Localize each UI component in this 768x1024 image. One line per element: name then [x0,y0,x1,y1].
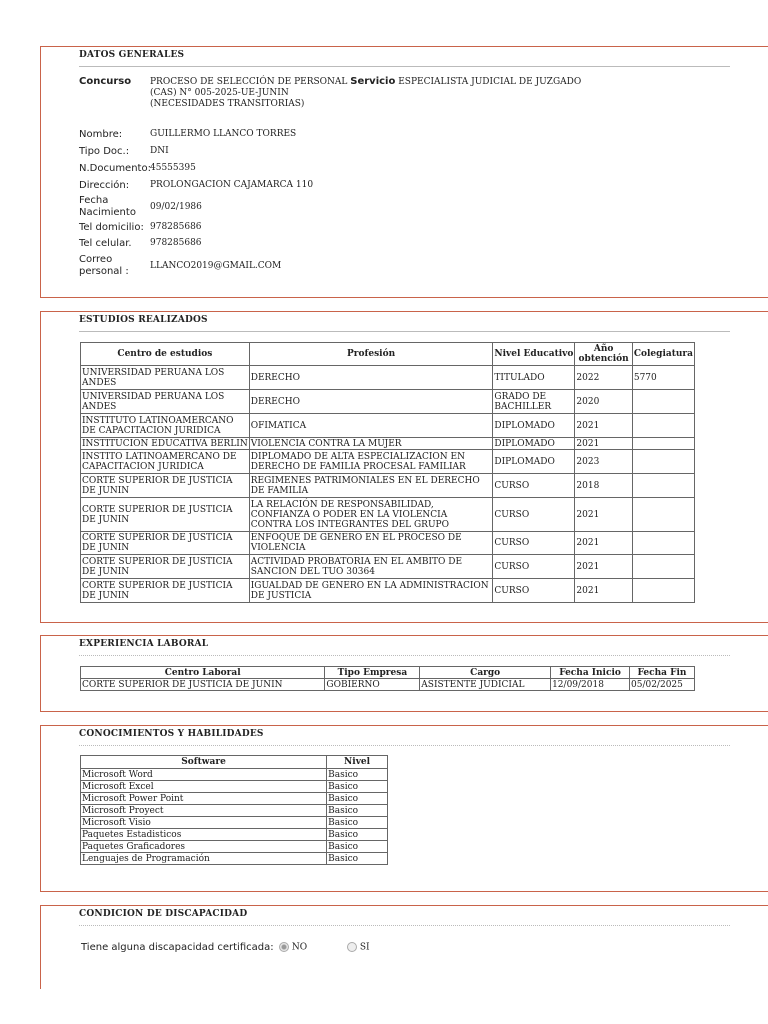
field-value-tel-celular: 978285686 [150,238,202,248]
cell: DERECHO [249,390,493,414]
cell: 5770 [632,366,694,390]
cell: IGUALDAD DE GENERO EN LA ADMINISTRACION DE JUSTICIA [249,579,493,603]
cell: CURSO [493,474,575,498]
skills-panel [40,725,768,892]
cell: DIPLOMADO [493,414,575,438]
field-value-nombre: GUILLERMO LLANCO TORRES [150,129,297,139]
cell: CURSO [493,532,575,555]
cell: CORTE SUPERIOR DE JUSTICIA DE JUNIN [81,532,250,555]
cell [632,450,694,474]
cell: Paquetes Estadisticos [81,829,327,841]
col-header: Cargo [420,667,551,679]
radio-no[interactable] [279,942,307,953]
table-row [81,853,388,865]
radio-no-label: NO [291,942,308,953]
divider [79,655,730,656]
cell: Basico [327,829,388,841]
cell: 2021 [575,498,632,532]
cell: 2018 [575,474,632,498]
col-header: Centro Laboral [81,667,325,679]
radio-checked-icon[interactable] [279,942,289,952]
skills-title: CONOCIMIENTOS Y HABILIDADES [79,729,264,739]
cell: Microsoft Visio [81,817,327,829]
cell: LA RELACIÓN DE RESPONSABILIDAD, CONFIANZA O PODER EN LA VIOLENCIA CONTRA LOS INTEGRANTES DEL GRUPO [249,498,493,532]
cell: 2021 [575,532,632,555]
cell: ASISTENTE JUDICIAL [420,679,551,691]
divider [79,66,730,67]
cell [632,579,694,603]
concurso-label: Concurso [79,76,132,87]
concurso-line1a: PROCESO DE SELECCIÓN DE PERSONAL [150,77,348,87]
field-label-nombre: Nombre: [79,129,123,140]
cell: UNIVERSIDAD PERUANA LOS ANDES [81,390,250,414]
col-header: Nivel Educativo [493,343,575,366]
table-row [81,532,695,555]
table-row [81,769,388,781]
divider [79,331,730,332]
table-row [81,793,388,805]
table-row [81,817,388,829]
cell: CURSO [493,555,575,579]
field-label-tel-domicilio: Tel domicilio: [79,222,144,233]
experience-title: EXPERIENCIA LABORAL [79,639,209,649]
cell: INSTITUCION EDUCATIVA BERLIN [82,438,248,449]
table-row [81,841,388,853]
table-row [81,679,695,691]
cell: CORTE SUPERIOR DE JUSTICIA DE JUNIN [81,498,250,532]
table-row [81,555,695,579]
cell: Basico [327,793,388,805]
col-header: Software [81,756,327,769]
field-value-tel-domicilio: 978285686 [150,222,202,232]
cell: Basico [327,805,388,817]
cell: 05/02/2025 [630,679,695,691]
cell: Basico [327,769,388,781]
table-row [81,829,388,841]
cell [632,414,694,438]
table-row [81,474,695,498]
table-row [81,805,388,817]
disability-title: CONDICION DE DISCAPACIDAD [79,909,248,919]
table-row [81,450,695,474]
field-label-direccion: Dirección: [79,180,130,191]
col-header: Fecha Inicio [551,667,630,679]
field-value-direccion: PROLONGACION CAJAMARCA 110 [150,180,314,190]
concurso-line2: (CAS) N° 005-2025-UE-JUNIN [150,88,289,98]
cell: Microsoft Word [81,769,327,781]
cell: VIOLENCIA CONTRA LA MUJER [249,438,493,450]
table-row [81,390,695,414]
cell: 2021 [575,579,632,603]
cell: CORTE SUPERIOR DE JUSTICIA DE JUNIN [81,579,250,603]
cell: CORTE SUPERIOR DE JUSTICIA DE JUNIN [81,555,250,579]
cell: ENFOQUE DE GENERO EN EL PROCESO DE VIOLENCIA [249,532,493,555]
col-header: Fecha Fin [630,667,695,679]
disability-question: Tiene alguna discapacidad certificada: [81,942,274,953]
cell: DIPLOMADO [493,438,575,450]
cell: 2023 [575,450,632,474]
cell: Basico [327,817,388,829]
cell: DERECHO [249,366,493,390]
cell: 12/09/2018 [551,679,630,691]
cell [632,474,694,498]
cell: REGIMENES PATRIMONIALES EN EL DERECHO DE FAMILIA [249,474,493,498]
field-value-fecha-nacimiento: 09/02/1986 [150,202,202,212]
cell: Microsoft Proyect [81,805,327,817]
field-value-tipo-doc: DNI [150,146,169,156]
cell [632,532,694,555]
divider [79,745,730,746]
cell: CORTE SUPERIOR DE JUSTICIA DE JUNIN [81,474,250,498]
concurso-line3: (NECESIDADES TRANSITORIAS) [150,99,305,109]
field-label-documento: N.Documento: [79,163,151,174]
cell: INSTITUTO LATINOAMERCANO DE CAPACITACION JURIDICA [81,414,250,438]
cell: DIPLOMADO [493,450,575,474]
cell: 2021 [575,438,632,450]
col-header: Colegiatura [632,343,694,366]
cell: Basico [327,841,388,853]
col-header: Centro de estudios [81,343,250,366]
studies-table [80,342,695,603]
col-header: Año obtención [575,343,632,366]
field-value-documento: 45555395 [150,163,196,173]
concurso-line1c: ESPECIALISTA JUDICIAL DE JUZGADO [398,77,582,87]
cell: Basico [327,853,388,865]
cell: 2021 [575,555,632,579]
studies-title: ESTUDIOS REALIZADOS [79,315,208,325]
cell: GRADO DE BACHILLER [493,390,575,414]
cell: OFIMATICA [249,414,493,438]
skills-table [80,755,388,865]
cell: 2022 [575,366,632,390]
cell: 2020 [575,390,632,414]
cell: CURSO [493,498,575,532]
field-label-tipo-doc: Tipo Doc.: [79,146,130,157]
cell: Basico [327,781,388,793]
disability-panel [40,905,768,989]
cell [632,438,694,450]
cell: 2021 [575,414,632,438]
cell: TITULADO [493,366,575,390]
field-label-tel-celular: Tel celular. [79,238,132,249]
general-title: DATOS GENERALES [79,50,185,60]
field-value-correo: LLANCO2019@GMAIL.COM [150,261,282,271]
table-row [81,438,695,450]
cell: UNIVERSIDAD PERUANA LOS ANDES [81,366,250,390]
concurso-line1b: Servicio [350,76,396,87]
col-header: Nivel [327,756,388,769]
field-label-correo: Correo personal : [79,254,129,277]
radio-si-label: SI [359,942,370,953]
cell: ACTIVIDAD PROBATORIA EN EL AMBITO DE SANCION DEL TUO 30364 [249,555,493,579]
table-row [81,414,695,438]
table-row [81,579,695,603]
field-label-fecha-nacimiento: Fecha Nacimiento [79,195,136,218]
cell: GOBIERNO [325,679,420,691]
cell [632,498,694,532]
cell: Paquetes Graficadores [81,841,327,853]
table-row [81,366,695,390]
concurso-value [150,76,581,110]
col-header: Tipo Empresa [325,667,420,679]
cell: CORTE SUPERIOR DE JUSTICIA DE JUNIN [81,679,325,691]
table-row [81,498,695,532]
general-panel [40,46,768,298]
cell [632,555,694,579]
experience-table [80,666,695,691]
col-header: Profesión [249,343,493,366]
cell: Lenguajes de Programación [81,853,327,865]
studies-panel [40,311,768,623]
cell [632,390,694,414]
experience-panel [40,635,768,712]
cell: DIPLOMADO DE ALTA ESPECIALIZACION EN DERECHO DE FAMILIA PROCESAL FAMILIAR [249,450,493,474]
cell: INSTITO LATINOAMERCANO DE CAPACITACION JURIDICA [81,450,250,474]
cell: CURSO [493,579,575,603]
divider [79,925,730,926]
radio-si[interactable] [347,942,370,953]
cell: Microsoft Excel [81,781,327,793]
radio-unchecked-icon[interactable] [347,942,357,952]
cell: Microsoft Power Point [81,793,327,805]
table-row [81,781,388,793]
